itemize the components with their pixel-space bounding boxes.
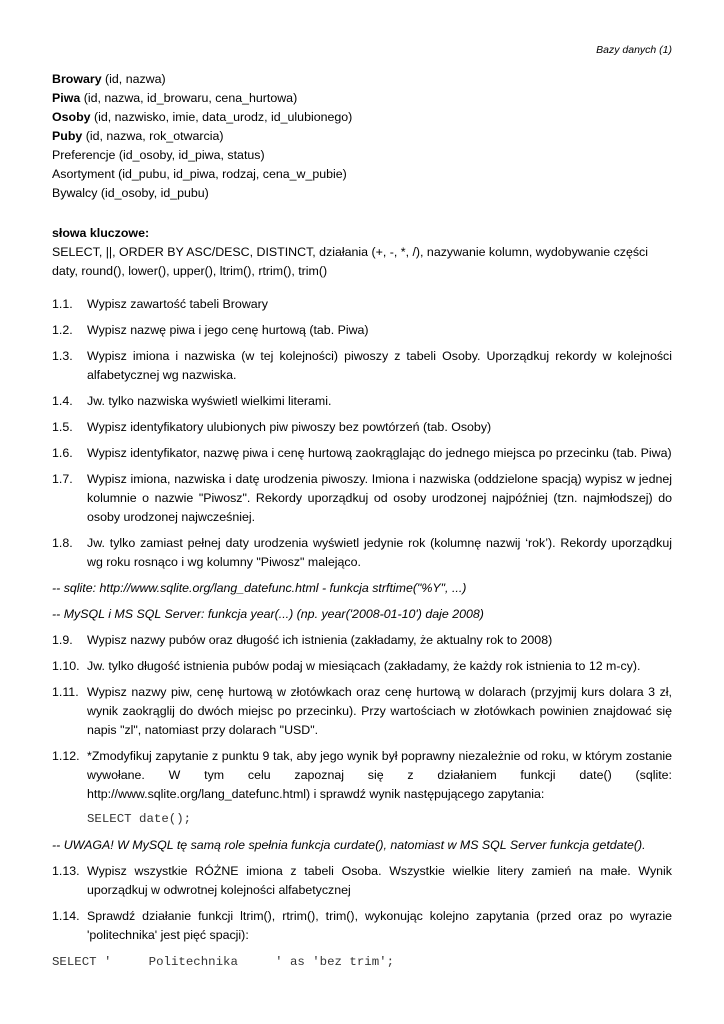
table-columns: (id_pubu, id_piwa, rodzaj, cena_w_pubie): [114, 167, 347, 181]
exercise-number: 1.5.: [52, 420, 73, 434]
exercise-list: [52, 295, 672, 945]
exercise-item: [52, 392, 672, 411]
exercise-number: 1.10.: [52, 659, 80, 673]
exercise-text: Wypisz nazwy piw, cenę hurtową w złotówkach oraz cenę hurtową w dolarach (przyjmij kurs dolara 3 zł, wynik zaokrąglij do dwóch miejsc po przecinku). Przy wartościach w złotówkach powinien znajdować się napis "zl", natomiast przy dolarach "USD".: [87, 685, 672, 737]
note-warning: -- UWAGA! W MySQL tę samą role spełnia funkcja curdate(), natomiast w MS SQL Server funkcja getdate().: [52, 838, 646, 852]
exercise-number: 1.1.: [52, 297, 73, 311]
exercise-item: [52, 631, 672, 650]
table-columns: (id_osoby, id_piwa, status): [115, 148, 265, 162]
table-name: Browary: [52, 72, 102, 86]
exercise-item: [52, 347, 672, 385]
exercise-text: Wypisz wszystkie RÓŻNE imiona z tabeli Osoba. Wszystkie wielkie litery zamień na małe. Wynik uporządkuj w odwrotnej kolejności alfabetycznej: [87, 864, 672, 897]
exercise-item: [52, 444, 672, 463]
exercise-number: 1.14.: [52, 909, 80, 923]
exercise-item: [52, 418, 672, 437]
exercise-text: Jw. tylko zamiast pełnej daty urodzenia wyświetl jedynie rok (kolumnę nazwij ‘rok’). Rekordy uporządkuj wg roku rosnąco i wg kolumny "Piwosz" malejąco.: [87, 536, 672, 569]
table-name: Puby: [52, 129, 83, 143]
exercise-number: 1.6.: [52, 446, 73, 460]
keywords-title: słowa kluczowe:: [52, 226, 150, 240]
exercise-item: [52, 295, 672, 314]
exercise-number: 1.12.: [52, 749, 80, 763]
exercise-text: Wypisz identyfikatory ulubionych piw piwoszy bez powtórzeń (tab. Osoby): [87, 420, 492, 434]
page-header: Bazy danych (1): [596, 44, 672, 56]
exercise-number: 1.8.: [52, 536, 73, 550]
exercise-text: Sprawdź działanie funkcji ltrim(), rtrim(), trim(), wykonując kolejno zapytania (przed oraz po wyrazie 'politechnika' jest pięć spacji):: [87, 909, 672, 942]
schema-line: [52, 127, 672, 146]
table-columns: (id, nazwa, id_browaru, cena_hurtowa): [80, 91, 298, 105]
exercise-number: 1.7.: [52, 472, 73, 486]
exercise-number: 1.11.: [52, 685, 79, 699]
document-content: [52, 70, 672, 972]
exercise-item: [52, 747, 672, 829]
exercise-text: Wypisz imiona i nazwiska (w tej kolejności) piwoszy z tabeli Osoby. Uporządkuj rekordy w kolejności alfabetycznej wg nazwiska.: [87, 349, 672, 382]
exercise-text: Wypisz nazwę piwa i jego cenę hurtową (tab. Piwa): [87, 323, 369, 337]
exercise-text: *Zmodyfikuj zapytanie z punktu 9 tak, aby jego wynik był poprawny niezależnie od roku, w którym zostanie wywołane. W tym celu zapoznaj się z działaniem funkcji date() (sqlite: http://www.sqlite.org/lang_datefunc.html) i sprawdź wynik następującego zapytania:: [87, 749, 672, 801]
exercise-text: Wypisz imiona, nazwiska i datę urodzenia piwoszy. Imiona i nazwiska (oddzielone spacją) wypisz w jednej kolumnie o nazwie "Piwosz". Rekordy uporządkuj od osoby urodzonej najpóźniej (tzn. najmłodszej) do osoby urodzonej najwcześniej.: [87, 472, 672, 524]
exercise-text: Wypisz nazwy pubów oraz długość ich istnienia (zakładamy, że aktualny rok to 2008): [87, 633, 553, 647]
schema-line: [52, 89, 672, 108]
exercise-text: Jw. tylko długość istnienia pubów podaj w miesiącach (zakładamy, że każdy rok istnienia to 12 m-cy).: [87, 659, 641, 673]
table-columns: (id, nazwa, rok_otwarcia): [82, 129, 224, 143]
table-name: Bywalcy: [52, 186, 98, 200]
table-name: Asortyment: [52, 167, 115, 181]
table-name: Osoby: [52, 110, 91, 124]
keywords-text: SELECT, ||, ORDER BY ASC/DESC, DISTINCT, działania (+, -, *, /), nazywanie kolumn, wydobywanie części daty, round(), lower(), upper(), ltrim(), rtrim(), trim(): [52, 245, 649, 278]
final-code: SELECT ' Politechnika ' as 'bez trim';: [52, 955, 395, 969]
exercise-text: Jw. tylko nazwiska wyświetl wielkimi literami.: [87, 394, 332, 408]
exercise-number: 1.9.: [52, 633, 73, 647]
exercise-item: [52, 321, 672, 340]
exercise-number: 1.4.: [52, 394, 73, 408]
exercise-item: [52, 683, 672, 740]
exercise-code: SELECT date();: [87, 812, 192, 826]
exercise-item: [52, 470, 672, 527]
table-columns: (id, nazwa): [101, 72, 166, 86]
table-name: Piwa: [52, 91, 81, 105]
exercise-item: [52, 534, 672, 572]
schema-list: [52, 70, 672, 203]
schema-line: [52, 108, 672, 127]
exercise-item: [52, 657, 672, 676]
table-columns: (id, nazwisko, imie, data_urodz, id_ulubionego): [90, 110, 353, 124]
exercise-item: [52, 907, 672, 945]
exercise-number: 1.3.: [52, 349, 73, 363]
schema-line: [52, 146, 672, 165]
exercise-number: 1.13.: [52, 864, 80, 878]
schema-line: [52, 165, 672, 184]
exercise-number: 1.2.: [52, 323, 73, 337]
exercise-item: [52, 862, 672, 900]
table-name: Preferencje: [52, 148, 116, 162]
schema-line: [52, 70, 672, 89]
table-columns: (id_osoby, id_pubu): [97, 186, 209, 200]
exercise-text: Wypisz zawartość tabeli Browary: [87, 297, 268, 311]
schema-line: [52, 184, 672, 203]
exercise-text: Wypisz identyfikator, nazwę piwa i cenę hurtową zaokrąglając do jednego miejsca po przecinku (tab. Piwa): [87, 446, 672, 460]
note-mysql: -- MySQL i MS SQL Server: funkcja year(...) (np. year('2008-01-10') daje 2008): [52, 607, 484, 621]
note-sqlite: -- sqlite: http://www.sqlite.org/lang_datefunc.html - funkcja strftime("%Y", ...): [52, 581, 467, 595]
